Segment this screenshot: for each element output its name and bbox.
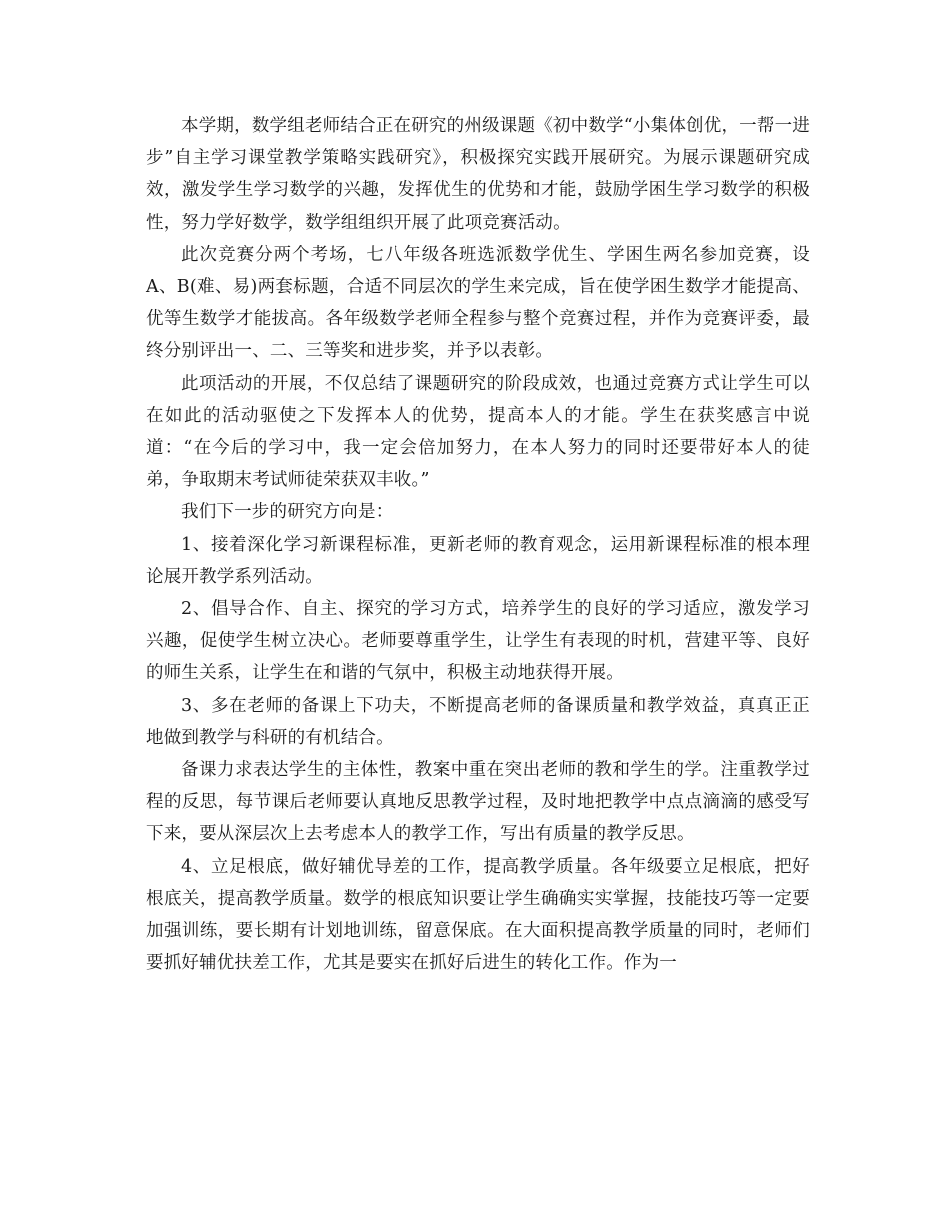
paragraph-intro: 本学期，数学组老师结合正在研究的州级课题《初中数学“小集体创优，一帮一进步”自主学习课堂教学策略实践研究》，积极探究实践开展研究。为展示课题研究成效，激发学生学习数学的兴趣，发挥优生的优势和才能，鼓励学困生学习数学的积极性，努力学好数学，数学组组织开展了此项竞赛活动。: [146, 116, 810, 233]
document-body: [146, 110, 810, 979]
paragraph-lesson-prep: 备课力求表达学生的主体性，教案中重在突出老师的教和学生的学。注重教学过程的反思，每节课后老师要认真地反思教学过程，及时地把教学中点点滴滴的感受写下来，要从深层次上去考虑本人的教学工作，写出有质量的教学反思。: [146, 760, 810, 845]
paragraph-item-1: 1、接着深化学习新课程标准，更新老师的教育观念，运用新课程标准的根本理论展开教学系列活动。: [146, 534, 810, 587]
paragraph-outcome: 此项活动的开展，不仅总结了课题研究的阶段成效，也通过竞赛方式让学生可以在如此的活动驱使之下发挥本人的优势，提高本人的才能。学生在获奖感言中说道：“在今后的学习中，我一定会倍加努力，在本人努力的同时还要带好本人的徒弟，争取期末考试师徒荣获双丰收。”: [146, 373, 810, 491]
paragraph-next-steps-heading: 我们下一步的研究方向是：: [181, 502, 394, 523]
paragraph-item-3: 3、多在老师的备课上下功夫，不断提高老师的备课质量和教学效益，真真正正地做到教学与科研的有机结合。: [146, 695, 810, 748]
paragraph-item-4: 4、立足根底，做好辅优导差的工作，提高教学质量。各年级要立足根底，把好根底关，提高教学质量。数学的根底知识要让学生确确实实掌握，技能技巧等一定要加强训练，要长期有计划地训练，留意保底。在大面积提高教学质量的同时，老师们要抓好辅优扶差工作，尤其是要实在抓好后进生的转化工作。作为一: [146, 856, 810, 974]
paragraph-competition: 此次竞赛分两个考场，七八年级各班选派数学优生、学困生两名参加竞赛，设A、B(难、易)两套标题，合适不同层次的学生来完成，旨在使学困生数学才能提高、优等生数学才能拔高。各年级数学老师全程参与整个竞赛过程，并作为竞赛评委，最终分别评出一、二、三等奖和进步奖，并予以表彰。: [146, 244, 810, 362]
paragraph-item-2: 2、倡导合作、自主、探究的学习方式，培养学生的良好的学习适应，激发学习兴趣，促使学生树立决心。老师要尊重学生，让学生有表现的时机，营建平等、良好的师生关系，让学生在和谐的气氛中，积极主动地获得开展。: [146, 599, 810, 684]
